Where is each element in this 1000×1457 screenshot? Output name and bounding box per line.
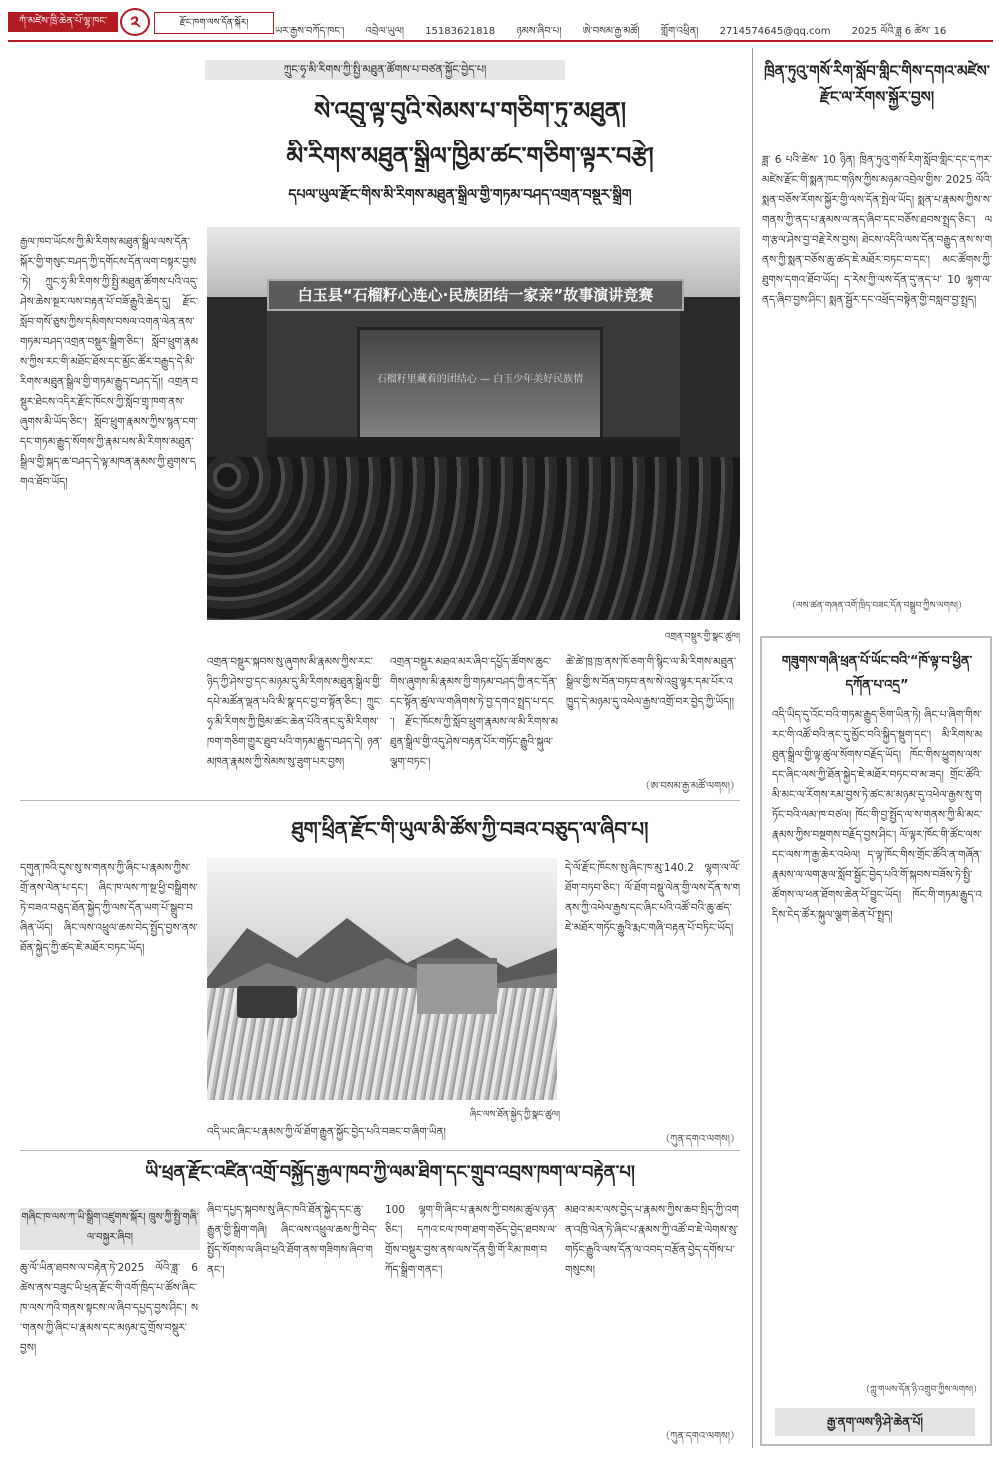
story1-headline-line1: སེ་འབྲུ་ལྟ་བུའི་སེམས་པ་གཅིག་ཏུ་མཐུན། — [313, 97, 627, 125]
feature-box-footer: རྒྱ་ནག་ལས་ཉི་ཤེ་ཆེན་པོ། — [775, 1408, 975, 1436]
masthead-logo — [8, 8, 268, 36]
paper-name: ཀཾ་མཛེས་ཁྲི་ཆེན་པོ་ལྷ་ཁང་ — [8, 12, 118, 32]
info-item: འབྲེལ་ཡུལ། — [365, 26, 404, 37]
story1-column-2: འགྲན་བསྡུར་སྐབས་སུ་ཞུགས་མི་རྣམས་ཀྱིས་རང་ཉིད་ཀྱི་ཤེས་བྱ་དང་མཉམ་དུ་མི་རིགས་མཐུན་སྒྲིལ་གྱི་དཔེ་མཚོན་ལྡན་པའི་མི་སྣ་དང་བྱ་བ་སྟོན་ཅིང་། ཀྲུང་ཧྭ་མི་རིགས་ཀྱི་ཁྱིམ་ཚང་ཆེན་པོའི་ནང་དུ་མི་རིགས་ཁག་གཅིག་གྱུར་ཐུབ་པའི་གཏམ་རྒྱུད་བཤད་དེ། ཉན་མཁན་རྣམས་ཀྱི་སེམས་སུ་ཟུག་པར་བྱས། — [207, 656, 382, 768]
page-number: ༢ — [120, 8, 150, 36]
story1-photo-caption: འགྲན་བསྡུར་གྱི་སྣང་ཚུལ། — [664, 632, 740, 642]
right-story-headline: ཁྲིན་ཏུའུ་གསོ་རིག་སློབ་གླིང་གིས་དགའ་མཛེས་རྫོང་ལ་རོགས་སྐྱོར་བྱས། — [764, 62, 990, 106]
info-item: 2025 ལོའི་ཟླ 6 ཚེས་ 16 — [851, 26, 947, 37]
story2-column-1: དགུན་ཁའི་དུས་སུ་ས་གནས་ཀྱི་ཞིང་པ་རྣམས་ཀྱིས་གྲོ་ནས་ལེན་པ་དང་། ཞིང་ཁ་ལས་ཀ་སྔ་ཕྱི་བསྒྲིགས་ཏེ་བཟའ་བཅུད་ཐོན་སྐྱེད་ཀྱི་ལས་དོན་ཡག་པོ་སྒྲུབ་བཞིན་ཡོད། ཞིང་ལས་འཕྲུལ་ཆས་བེད་སྤྱོད་བྱས་ནས་ཐོན་སྐྱེད་ཀྱི་ཚད་ཇེ་མཐོར་བཏང་ཡོད། — [20, 862, 198, 954]
story1-kicker: ཀྲུང་ཧྭ་མི་རིགས་ཀྱི་སྤྱི་མཐུན་ཚོགས་པ་བཙན་སྐྱོང་བྱེད་པ། — [205, 60, 565, 80]
masthead-rule — [8, 40, 993, 42]
story3-subheading-box: གཞིང་ཁ་ལས་ཀ་ཡི་སྒྲིག་འཛུགས་སྐོར། ཁྲུས་ཀྱི་སྤྱི་གཞི་ལ་བསྐྱར་ཞིབ། — [20, 1208, 200, 1250]
story2-credit: （ཀུན་དགའ་ལགས།） — [660, 1134, 740, 1145]
story2-photo-caption: ཞིང་ལས་ཐོན་སྐྱེད་ཀྱི་སྣང་ཚུལ། — [469, 1110, 560, 1120]
story3-column-4: མཐའ་མར་ལས་བྱེད་པ་རྣམས་ཀྱིས་ཆབ་སྲིད་ཀྱི་འགན་འཁྲི་ལེན་ཏེ་ཞིང་པ་རྣམས་ཀྱི་འཚོ་བ་ཇེ་ལེགས་སུ་གཏོང་རྒྱུའི་ལས་དོན་ལ་འབད་བརྩོན་བྱེད་དགོས་པ་གསུངས། — [565, 1204, 739, 1276]
photo-harvester — [237, 986, 297, 1018]
story1-photo — [207, 227, 740, 620]
story-separator — [20, 1150, 740, 1151]
column-rule — [752, 48, 753, 1448]
right-story-column: ཟླ་ 6 པའི་ཚེས་ 10 ཉིན། ཁྲིན་ཏུའུ་གསོ་རིག་སློབ་གླིང་དང་དཀར་མཛེས་རྫོང་གི་སྨན་ཁང་གཉིས་ཀྱིས་མཉམ་འབྲེལ་གྱིས་ 2025 ལོའི་སྨན་བཅོས་རོགས་སྐྱོར་གྱི་ལས་དོན་སྤེལ་ཡོད། སྨན་པ་རྣམས་ཀྱིས་ས་གནས་ཀྱི་ནད་པ་རྣམས་ལ་ནད་ཞིབ་དང་བཅོས་ཐབས་སྤྲད་ཅིང་། ལག་རྩལ་ཤེས་བྱ་བརྗེ་རེས་བྱས། ཐེངས་འདིའི་ལས་དོན་བརྒྱུད་ནས་ས་གནས་ཀྱི་སྨན་བཅོས་ཆུ་ཚད་ཇེ་མཐོར་བཏང་བ་དང་། མང་ཚོགས་ཀྱི་ཐུགས་དགའ་ཐོབ་ཡོད། ད་རེས་ཀྱི་ལས་དོན་དུ་ནད་པ་ 10 ལྷག་ལ་ནད་ཞིབ་བྱས་ཤིང་། སྨན་སྦྱོར་དང་འཕྲོད་བསྟེན་གྱི་བསླབ་བྱ་སྤྲད། — [762, 154, 992, 306]
story1-subhead: དཔལ་ཡུལ་རྫོང་གིས་མི་རིགས་མཐུན་སྒྲིལ་གྱི་གཏམ་བཤད་འགྲན་བསྡུར་སྒྲིག — [288, 187, 632, 203]
story3-headline: ཡི་ཕྲན་རྫོང་འཛིན་འགྲོ་བསྐྱོད་རྒྱལ་ཁབ་ཀྱི་ལམ་ཐིག་དང་གྲུབ་འབྲས་ཁག་ལ་བརྟེན་པ། — [145, 1162, 635, 1183]
info-item: ཨེ་བསམ་རྒྱ་མཚོ། — [582, 26, 640, 37]
story2-headline: ཐུག་ཕྲིན་རྫོང་གི་ཡུལ་མི་ཚོས་ཀྱི་བཟའ་བཅུད་ལ་ཞིབ་པ། — [291, 817, 649, 841]
photo-mountains — [207, 908, 557, 998]
story2-column-3: འདི་ཡང་ཞིང་པ་རྣམས་ཀྱི་ལོ་ཐོག་རྒྱུན་སྐྱོང་བྱེད་པའི་བཟང་བ་ཞིག་ཡིན། — [207, 1126, 446, 1138]
story1-column-3: འགྲན་བསྡུར་མཐའ་མར་ཞིབ་དཔྱོད་ཚོགས་ཆུང་གིས་ཞུགས་མི་རྣམས་ཀྱི་གཏམ་བཤད་ཀྱི་ནང་དོན་དང་སྟོན་ཚུལ་ལ་གཞིགས་ཏེ་བྱ་དགའ་སྤྲད་པ་དང་། རྫོང་ཁོངས་ཀྱི་སློབ་ཕྲུག་རྣམས་ལ་མི་རིགས་མཐུན་སྒྲིལ་གྱི་འདུ་ཤེས་བརྟན་པོར་གཏོང་རྒྱུའི་སྐུལ་ལྕག་བཏང་། — [390, 656, 558, 768]
feature-box-column: འདི་ཡིད་དུ་འོང་བའི་གཏམ་རྒྱུད་ཅིག་ཡིན་ཏེ། ཞིང་པ་ཞིག་གིས་རང་གི་འཚོ་བའི་ནང་དུ་མྱོང་བའི་སྐྱིད་སྡུག་དང་། མི་རིགས་མཐུན་སྒྲིལ་གྱི་ལྟ་ཚུལ་སོགས་བརྗོད་ཡོད། ཁོང་གིས་ཕྱུགས་ལས་དང་ཞིང་ལས་ཀྱི་ཐོན་སྐྱེད་ཇེ་མཐོར་བཏང་བ་མ་ཟད། གྲོང་ཚོའི་མི་མང་ལ་རོགས་རམ་བྱས་ཏེ་ཚང་མ་མཉམ་དུ་འཕེལ་རྒྱས་སུ་གཏོང་བའི་ལམ་ཁ་བཙལ། ཁོང་གི་བྱ་སྤྱོད་ལ་ས་གནས་ཀྱི་མི་མང་རྣམས་ཀྱིས་བསྔགས་བརྗོད་བྱས་ཤིང་། ལོ་ལྟར་ཁོང་གི་ཚོང་ལས་དང་ལས་ཀ་རྒྱ་ཆེར་འཕེལ། ད་ལྟ་ཁོང་གིས་གྲོང་ཚོའི་ན་གཞོན་རྣམས་ལ་ལག་རྩལ་སློབ་སྦྱོང་བྱེད་པའི་གོ་སྐབས་བཟོས་ཏེ་སྤྱི་ཚོགས་ལ་ཕན་ཐོགས་ཆེན་པོ་བྱུང་ཡོད། ཁོང་གི་གཏམ་རྒྱུད་འདིས་ངེད་ཚོར་སྐུལ་ལྕག་ཆེན་པོ་སྤྲད། — [772, 709, 982, 921]
story2-column-2: དེ་ལོ་རྫོང་ཁོངས་སུ་ཞིང་ཁ་མུ་140.2 ལྷག་ལ་ལོ་ཐོག་བཏབ་ཅིང་། ལོ་ཐོག་བསྡུ་ལེན་གྱི་ལས་དོན་ས་གནས་ཀྱི་འཕེལ་རྒྱས་དང་ཞིང་པའི་འཚོ་བའི་ཆུ་ཚད་ཇེ་མཐོར་གཏོང་རྒྱུའི་རྨང་གཞི་བརྟན་པོ་བཏིང་ཡོད། — [565, 862, 740, 934]
story3-column-2: ཞིབ་དཔྱད་སྐབས་སུ་ཞིང་ཁའི་ཐོན་སྐྱེད་དང་ཆུ་རྒྱུན་གྱི་སྒྲིག་གཞི། ཞིང་ལས་འཕྲུལ་ཆས་ཀྱི་བེད་སྤྱོད་སོགས་ལ་ཞིབ་ཕྲའི་ཐོག་ནས་གཟིགས་ཞིབ་གནང་། — [207, 1204, 377, 1276]
story3-column-3: 100 ལྷག་གི་ཞིང་པ་རྣམས་ཀྱི་བསམ་ཚུལ་ཉན་ཅིང་། དཀའ་ངལ་ཁག་ཐག་གཅོད་བྱེད་ཐབས་ལ་གྲོས་བསྡུར་བྱས་ནས་ལས་དོན་གྱི་གོ་རིམ་ཁག་བཀོད་སྒྲིག་གནང་། — [385, 1204, 557, 1276]
photo-curtain-left — [207, 297, 267, 457]
story1-column-1: རྒྱལ་ཁབ་ཡོངས་ཀྱི་མི་རིགས་མཐུན་སྒྲིལ་ལས་དོན་སྐོར་གྱི་གསུང་བཤད་ཀྱི་དགོངས་དོན་ལག་བསྟར་བྱས་ཏེ། ཀྲུང་ཧྭ་མི་རིགས་ཀྱི་སྤྱི་མཐུན་ཚོགས་པའི་འདུ་ཤེས་ཆེས་སྔར་ལས་བརྟན་པོ་བཟོ་རྒྱུའི་ཆེད་དུ། རྫོང་སློབ་གསོ་ཅུས་ཀྱིས་དམིགས་བསལ་འགན་ལེན་ནས་གཏམ་བཤད་འགྲན་བསྡུར་སྒྲིག་ཅིང་། སློབ་ཕྲུག་རྣམས་ཀྱིས་རང་གི་མཐོང་ཐོས་དང་མྱོང་ཚོར་བརྒྱུད་དེ་མི་རིགས་མཐུན་སྒྲིལ་གྱི་གཏམ་རྒྱུད་བཤད་དོ།། འགྲན་བསྡུར་ཐེངས་འདིར་རྫོང་ཁོངས་ཀྱི་སློབ་གྲྭ་ཁག་ནས་ཞུགས་མི་ཡོད་ཅིང་། སློབ་ཕྲུག་རྣམས་ཀྱིས་སྙན་ངག་དང་གཏམ་རྒྱུད་སོགས་ཀྱི་རྣམ་པས་མི་རིགས་མཐུན་སྒྲིལ་གྱི་སྐད་ཆ་བཤད་དེ་ལྟ་མཁན་རྣམས་ཀྱི་ཐུགས་དགའ་ཐོབ་ཡོད། — [20, 236, 198, 488]
masthead-info — [275, 20, 995, 36]
feature-box-title: གཟུགས་གཞི་ཕྲན་པོ་ཡོང་བའི་“ཁོ་ལྟ་བ་ཕྱིན་དཀོན་པ་འདྲ” — [781, 654, 973, 693]
photo-stage — [267, 437, 680, 457]
story1-headline-line2: མི་རིགས་མཐུན་སྒྲིལ་ཁྱིམ་ཚང་གཅིག་ལྟར་བརྩེ། — [286, 142, 654, 170]
section-name: རྫོང་ཁག་ལས་དོན་སྐོར། — [154, 12, 274, 34]
photo-audience — [207, 457, 740, 620]
feature-box-credit: （ཀླུ་གཡས་དོན་ཉི་འགྲུབ་ཀྱིས་ལགས།） — [860, 1385, 982, 1395]
info-item: 15183621818 — [425, 26, 496, 37]
info-item: ཡར་རྒྱས་བཀོད་ཁང་། — [275, 26, 345, 37]
story1-column-4: ཚེ་ཚེ་ཁྲ་ཁྲ་ནས་ཁོ་ཅག་གི་སྙིང་ལ་མི་རིགས་མཐུན་སྒྲིལ་གྱི་ས་བོན་བཏབ་ནས་སེ་འབྲུ་ལྟར་དམ་པོར་འཁྱུད་དེ་མཉམ་དུ་འཕེལ་རྒྱས་འགྲོ་བར་བྱེད་ཀྱི་ཡོད།། — [566, 656, 737, 708]
story1-credit: （ཨ་བསམ་རྒྱ་མཚོ་ལགས།） — [640, 781, 740, 792]
story-separator — [20, 800, 740, 801]
photo-banner: 白玉县“石榴籽心连心·民族团结一家亲”故事演讲竞赛 — [267, 279, 684, 311]
right-story-credit: （ལས་ཚན་གཞན་འགོ་ཁྲིད་བཟང་དོན་བསྒྲུབ་ཀྱིས་ལགས།） — [787, 601, 967, 611]
story3-column-1: ཆུ་ལོ་ཡིན་ཐབས་ལ་བརྟེན་ཏེ་2025 ལོའི་ཟླ་ 6 ཚེས་ནས་བཟུང་ཡི་ཕྲན་རྫོང་གི་འགོ་ཁྲིད་པ་ཚོས་ཞིང་ཁ་ལས་ཀའི་གནས་སྟངས་ལ་ཞིབ་དཔྱད་བྱས་ཤིང་། ས་གནས་ཀྱི་ཞིང་པ་རྣམས་དང་མཉམ་དུ་གྲོས་བསྡུར་བྱས། — [20, 1262, 198, 1354]
photo-screen-text: 石榴籽里藏着的团结心 — 白玉少年美好民族情 — [376, 374, 584, 385]
masthead — [0, 0, 1000, 40]
story2-photo — [207, 858, 557, 1100]
info-item: ཉམས་ཞིབ་པ། — [516, 26, 562, 37]
photo-screen — [357, 327, 603, 453]
info-item: གློག་འཕྲིན། — [660, 26, 699, 37]
photo-curtain-right — [680, 297, 740, 457]
photo-building — [417, 958, 497, 1014]
info-item: 2714574645@qq.com — [719, 26, 831, 37]
story3-credit: （ཀུན་དགའ་ལགས།） — [660, 1431, 740, 1442]
